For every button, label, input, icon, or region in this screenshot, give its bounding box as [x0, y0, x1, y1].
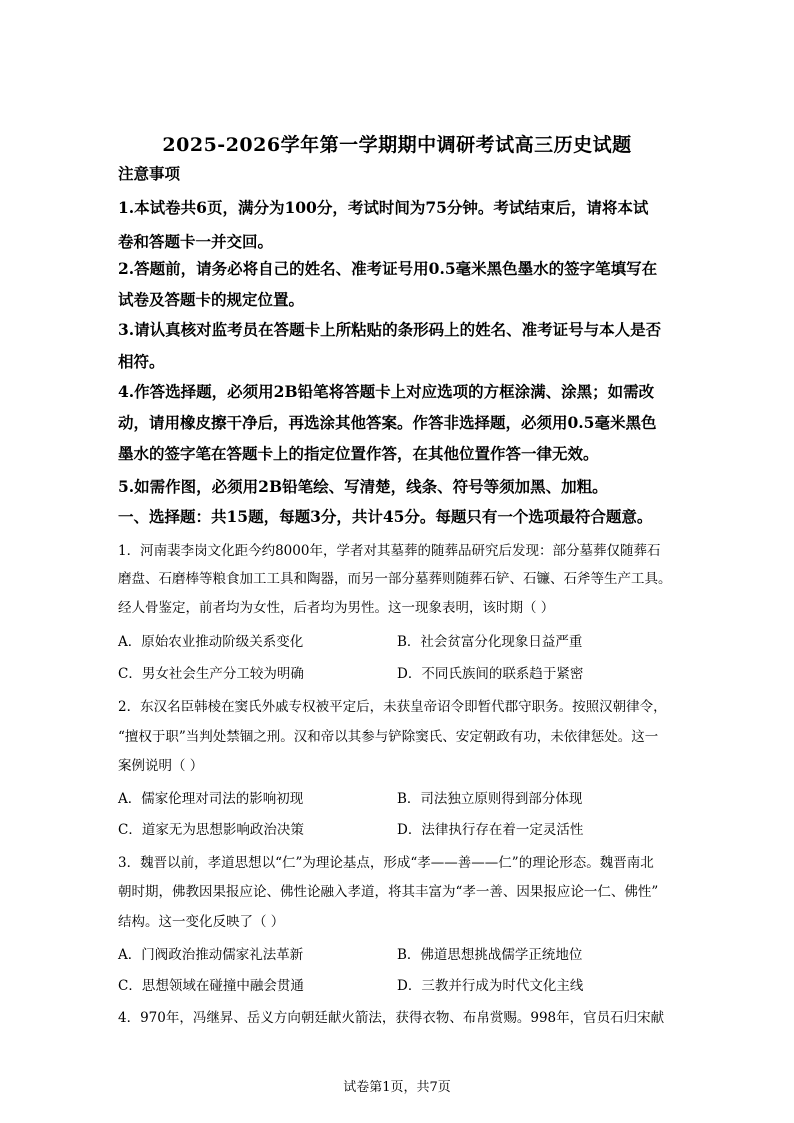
page-title: 2025-2026学年第一学期期中调研考试高三历史试题	[162, 134, 632, 156]
notice-2-line-2: 试卷及答题卡的规定位置。	[118, 290, 305, 309]
question-4-line-1: 4．970年，冯继昇、岳义方向朝廷献火箭法，获得衣物、布帛赏赐。998年，官员石归宋献	[118, 1010, 665, 1026]
question-2-option-a: A．儒家伦理对司法的影响初现	[118, 791, 304, 807]
page-footer: 试卷第1页，共7页	[343, 1080, 451, 1095]
question-2-line-2: “擅权于职”当判处禁锢之刑。汉和帝以其参与铲除窦氏、安定朝政有功，未依律惩处。这一	[118, 729, 659, 745]
notice-5-line-1: 5.如需作图，必须用2B铅笔绘、写清楚，线条、符号等须加黑、加粗。	[118, 477, 608, 496]
notice-1-line-2: 卷和答题卡一并交回。	[118, 232, 274, 251]
notice-3-line-1: 3.请认真核对监考员在答题卡上所粘贴的条形码上的姓名、准考证号与本人是否	[118, 320, 662, 339]
question-2-option-d: D．法律执行存在着一定灵活性	[397, 822, 584, 838]
notice-2-line-1: 2.答题前，请务必将自己的姓名、准考证号用0.5毫米黑色墨水的签字笔填写在	[118, 259, 658, 278]
question-1-option-d: D．不同氏族间的联系趋于紧密	[397, 666, 584, 682]
question-3-option-b: B．佛道思想挑战儒学正统地位	[397, 947, 583, 963]
question-3-option-c: C．思想领域在碰撞中融会贯通	[118, 978, 304, 994]
notice-3-line-2: 相符。	[118, 352, 165, 371]
question-2-option-b: B．司法独立原则得到部分体现	[397, 791, 583, 807]
question-2-line-1: 2．东汉名臣韩棱在窦氏外戚专权被平定后，未获皇帝诏令即暂代郡守职务。按照汉朝律令，	[118, 699, 667, 715]
question-1-option-c: C．男女社会生产分工较为明确	[118, 666, 304, 682]
question-1-line-2: 磨盘、石磨棒等粮食加工工具和陶器，而另一部分墓葬则随葬石铲、石镰、石斧等生产工具。	[118, 571, 672, 587]
question-1-option-a: A．原始农业推动阶级关系变化	[118, 634, 304, 650]
notice-4-line-3: 墨水的签字笔在答题卡上的指定位置作答，在其他位置作答一律无效。	[118, 444, 599, 463]
question-3-line-1: 3．魏晋以前，孝道思想以“仁”为理论基点，形成“孝——善——仁”的理论形态。魏晋南北	[118, 855, 654, 871]
question-3-line-2: 朝时期，佛教因果报应论、佛性论融入孝道，将其丰富为“孝一善、因果报应论一仁、佛性”	[118, 884, 659, 900]
question-3-option-a: A．门阀政治推动儒家礼法革新	[118, 947, 304, 963]
question-1-option-b: B．社会贫富分化现象日益严重	[397, 634, 583, 650]
question-1-line-1: 1．河南裴李岗文化距今约8000年，学者对其墓葬的随葬品研究后发现：部分墓葬仅随葬石	[118, 543, 661, 559]
question-3-line-3: 结构。这一变化反映了（ ）	[118, 914, 285, 930]
section-heading: 一、选择题：共15题，每题3分，共计45分。每题只有一个选项最符合题意。	[118, 507, 653, 526]
notice-4-line-2: 动，请用橡皮擦干净后，再选涂其他答案。作答非选择题，必须用0.5毫米黑色	[118, 413, 657, 432]
question-2-line-3: 案例说明（ ）	[118, 758, 204, 774]
notice-1-line-1: 1.本试卷共6页，满分为100分，考试时间为75分钟。考试结束后，请将本试	[118, 198, 649, 217]
notice-4-line-1: 4.作答选择题，必须用2B铅笔将答题卡上对应选项的方框涂满、涂黑；如需改	[118, 382, 655, 401]
question-1-line-3: 经人骨鉴定，前者均为女性，后者均为男性。这一现象表明，该时期（ ）	[118, 600, 555, 616]
question-2-option-c: C．道家无为思想影响政治决策	[118, 822, 304, 838]
question-3-option-d: D．三教并行成为时代文化主线	[397, 978, 584, 994]
notice-heading: 注意事项	[118, 164, 181, 183]
